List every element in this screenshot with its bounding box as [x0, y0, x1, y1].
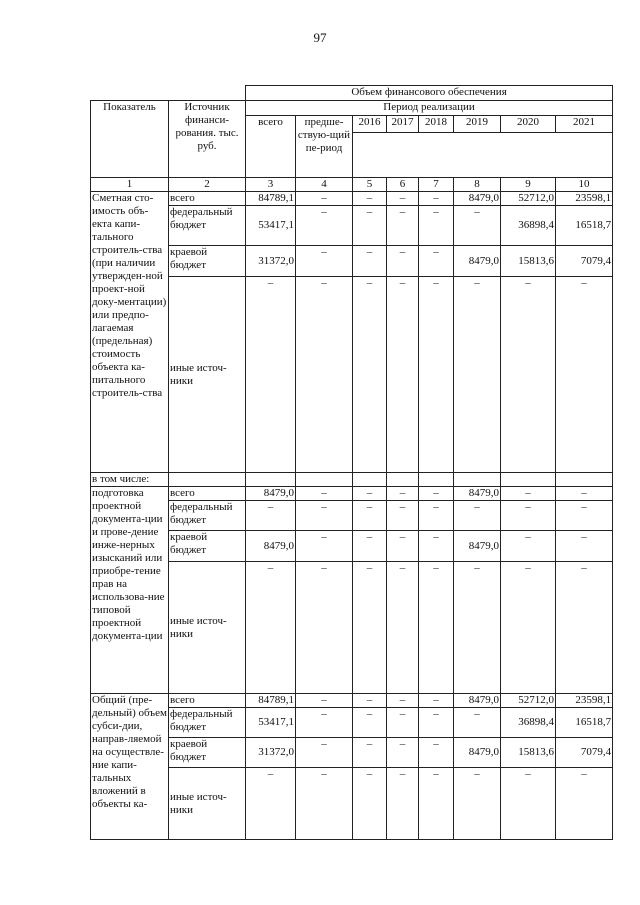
value-cell: – — [296, 708, 353, 738]
value-cell: – — [501, 277, 556, 473]
value-cell: – — [556, 487, 613, 501]
year-header: 2018 — [419, 116, 454, 133]
value-cell: – — [387, 694, 419, 708]
column-number: 9 — [501, 178, 556, 192]
value-cell: – — [419, 487, 454, 501]
value-cell: – — [353, 531, 387, 562]
volume-title: Объем финансового обеспечения — [246, 86, 613, 101]
value-cell: 8479,0 — [246, 487, 296, 501]
value-cell: – — [556, 562, 613, 694]
value-cell: 8479,0 — [454, 192, 501, 206]
value-cell: 31372,0 — [246, 246, 296, 277]
value-cell: – — [296, 531, 353, 562]
value-cell: – — [419, 531, 454, 562]
value-cell: – — [296, 246, 353, 277]
value-cell: – — [419, 192, 454, 206]
table-row — [91, 694, 613, 708]
value-cell: – — [296, 487, 353, 501]
total-header: всего — [246, 116, 296, 178]
column-number: 4 — [296, 178, 353, 192]
value-cell: 15813,6 — [501, 738, 556, 768]
value-cell: – — [419, 708, 454, 738]
year-header: 2016 — [353, 116, 387, 133]
value-cell: – — [454, 501, 501, 531]
value-cell: – — [353, 562, 387, 694]
value-cell: – — [419, 694, 454, 708]
value-cell: 7079,4 — [556, 246, 613, 277]
value-cell: – — [296, 768, 353, 840]
column-number: 2 — [169, 178, 246, 192]
value-cell: 8479,0 — [246, 531, 296, 562]
value-cell: – — [454, 768, 501, 840]
value-cell: – — [353, 501, 387, 531]
value-cell: – — [387, 192, 419, 206]
value-cell: – — [296, 562, 353, 694]
value-cell: 8479,0 — [454, 246, 501, 277]
value-cell: – — [419, 246, 454, 277]
source-cell: всего — [169, 487, 246, 501]
indicator-design-docs: подготовка проектной документа-ции и прове-дение инже-нерных изысканий или приобре-тение прав на использова-ние типовой проектной документа-ции — [91, 487, 169, 694]
value-cell: – — [419, 738, 454, 768]
value-cell: – — [387, 768, 419, 840]
value-cell: – — [387, 738, 419, 768]
column-number-row — [91, 178, 613, 192]
value-cell: 15813,6 — [501, 246, 556, 277]
value-cell: – — [353, 708, 387, 738]
value-cell: – — [419, 206, 454, 246]
value-cell: 36898,4 — [501, 206, 556, 246]
value-cell: 31372,0 — [246, 738, 296, 768]
column-number: 6 — [387, 178, 419, 192]
value-cell: – — [556, 277, 613, 473]
table-row — [91, 501, 613, 531]
table-row — [91, 768, 613, 840]
table-row — [91, 206, 613, 246]
value-cell: – — [419, 562, 454, 694]
column-number: 10 — [556, 178, 613, 192]
source-header: Источник финанси-рования. тыс. руб. — [169, 101, 246, 178]
value-cell: – — [387, 487, 419, 501]
column-number: 1 — [91, 178, 169, 192]
value-cell: – — [353, 768, 387, 840]
table-row — [91, 562, 613, 694]
source-cell: всего — [169, 694, 246, 708]
table-row — [91, 246, 613, 277]
page-number: 97 — [313, 30, 327, 45]
value-cell: – — [387, 206, 419, 246]
value-cell: – — [454, 708, 501, 738]
value-cell: 53417,1 — [246, 206, 296, 246]
table-row — [91, 708, 613, 738]
period-header: Период реализации — [246, 101, 613, 116]
source-cell: иные источ-ники — [169, 562, 246, 694]
value-cell: – — [501, 487, 556, 501]
value-cell: – — [296, 694, 353, 708]
source-cell: краевой бюджет — [169, 738, 246, 768]
value-cell: – — [387, 562, 419, 694]
value-cell: – — [501, 531, 556, 562]
table-row — [91, 473, 613, 487]
value-cell: – — [419, 501, 454, 531]
value-cell: – — [353, 246, 387, 277]
including-label: в том числе: — [91, 473, 169, 487]
value-cell: – — [246, 501, 296, 531]
column-number: 7 — [419, 178, 454, 192]
value-cell: – — [387, 708, 419, 738]
value-cell: – — [501, 768, 556, 840]
value-cell: – — [556, 501, 613, 531]
value-cell: – — [246, 562, 296, 694]
value-cell: – — [419, 277, 454, 473]
table-row — [91, 192, 613, 206]
year-header: 2019 — [454, 116, 501, 133]
financing-table — [90, 85, 613, 840]
indicator-subsidy-total: Общий (пре-дельный) объем субси-дии, направ-ляемой на осуществле-ние капи-тальных вложений в объекты ка- — [91, 694, 169, 840]
value-cell: – — [454, 277, 501, 473]
table-row — [91, 487, 613, 501]
source-cell: федеральный бюджет — [169, 708, 246, 738]
value-cell: 23598,1 — [556, 694, 613, 708]
value-cell: – — [296, 192, 353, 206]
column-number: 8 — [454, 178, 501, 192]
source-cell: федеральный бюджет — [169, 206, 246, 246]
value-cell: 7079,4 — [556, 738, 613, 768]
value-cell: – — [387, 501, 419, 531]
value-cell: 84789,1 — [246, 192, 296, 206]
value-cell: – — [454, 206, 501, 246]
value-cell: 53417,1 — [246, 708, 296, 738]
source-cell: иные источ-ники — [169, 768, 246, 840]
table-row — [91, 738, 613, 768]
value-cell: 8479,0 — [454, 487, 501, 501]
year-header: 2020 — [501, 116, 556, 133]
value-cell: 23598,1 — [556, 192, 613, 206]
value-cell: – — [419, 768, 454, 840]
value-cell: – — [353, 738, 387, 768]
value-cell: 52712,0 — [501, 694, 556, 708]
value-cell: – — [296, 277, 353, 473]
value-cell: 52712,0 — [501, 192, 556, 206]
value-cell: – — [353, 694, 387, 708]
value-cell: – — [353, 206, 387, 246]
year-header: 2021 — [556, 116, 613, 133]
value-cell: – — [246, 768, 296, 840]
value-cell: 84789,1 — [246, 694, 296, 708]
indicator-header: Показатель — [91, 101, 169, 178]
value-cell: – — [387, 246, 419, 277]
year-header: 2017 — [387, 116, 419, 133]
column-number: 3 — [246, 178, 296, 192]
value-cell: – — [387, 277, 419, 473]
table-row — [91, 531, 613, 562]
value-cell: – — [246, 277, 296, 473]
indicator-estimated-cost: Сметная сто-имость объ-екта капи-тального строитель-ства (при наличии утвержден-ной проект-ной доку-ментации) или предпо-лагаемая (предельная) стоимость объекта ка-питального строитель-ства — [91, 192, 169, 473]
value-cell: 8479,0 — [454, 531, 501, 562]
value-cell: – — [296, 738, 353, 768]
value-cell: 16518,7 — [556, 206, 613, 246]
source-cell: иные источ-ники — [169, 277, 246, 473]
source-cell: краевой бюджет — [169, 531, 246, 562]
value-cell: – — [296, 501, 353, 531]
value-cell: 36898,4 — [501, 708, 556, 738]
value-cell: – — [501, 501, 556, 531]
value-cell: – — [353, 487, 387, 501]
value-cell: – — [556, 768, 613, 840]
value-cell: – — [296, 206, 353, 246]
previous-period-header: предше-ствую-щий пе-риод — [296, 116, 353, 178]
source-cell: всего — [169, 192, 246, 206]
table-row — [91, 277, 613, 473]
value-cell: 8479,0 — [454, 694, 501, 708]
value-cell: – — [556, 531, 613, 562]
source-cell: краевой бюджет — [169, 246, 246, 277]
value-cell: – — [387, 531, 419, 562]
value-cell: – — [353, 192, 387, 206]
source-cell: федеральный бюджет — [169, 501, 246, 531]
value-cell: 8479,0 — [454, 738, 501, 768]
value-cell: – — [454, 562, 501, 694]
value-cell: – — [501, 562, 556, 694]
value-cell: 16518,7 — [556, 708, 613, 738]
column-number: 5 — [353, 178, 387, 192]
value-cell: – — [353, 277, 387, 473]
